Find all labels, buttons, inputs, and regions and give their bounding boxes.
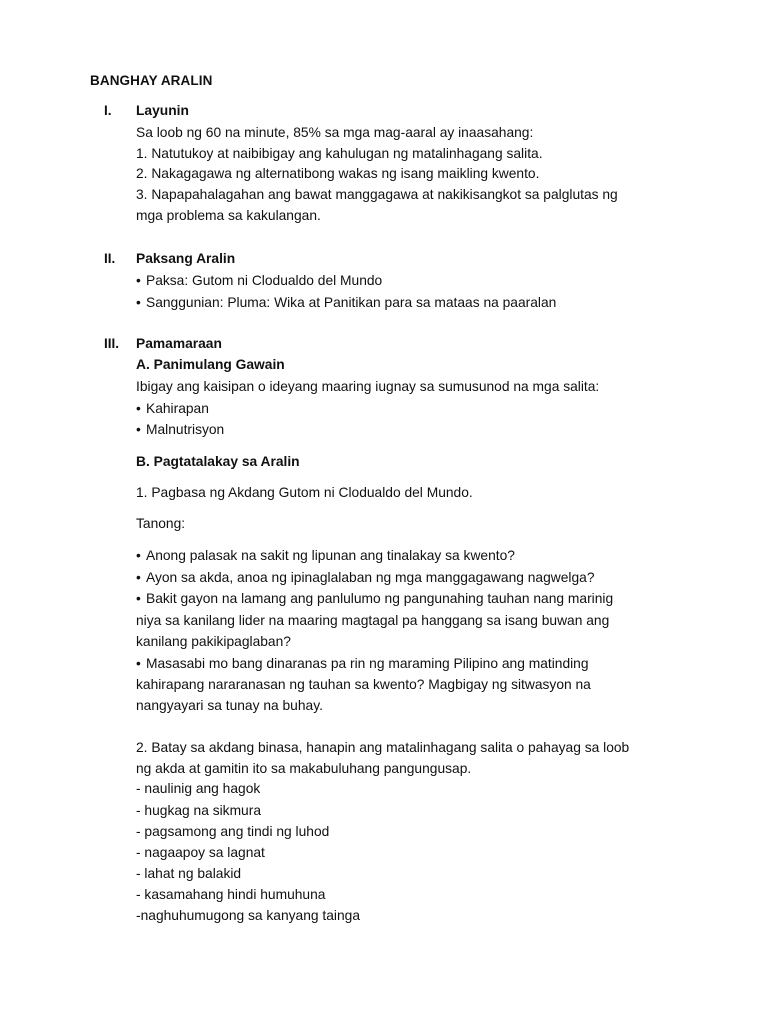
question-line: • Bakit gayon na lamang ang panlulumo ng pangunahing tauhan nang marinig (136, 591, 613, 607)
phrase-item: - lahat ng balakid (136, 866, 242, 881)
layunin-item: 1. Natutukoy at naibibigay ang kahulugan ng matalinhagang salita. (136, 146, 543, 161)
question-line: kahirapang nararanasan ng tauhan sa kwento? Magbigay ng sitwasyon na (136, 677, 591, 692)
pagtatalakay-item: ng akda at gamitin ito sa makabuluhang pangungusap. (136, 761, 472, 776)
question-line: • Ayon sa akda, anoa ng ipinaglalaban ng mga manggagawang nagwelga? (136, 570, 595, 586)
document-title: BANGHAY ARALIN (90, 73, 213, 88)
section-heading-paksang-aralin: Paksang Aralin (136, 251, 236, 266)
panimulang-bullet: • Malnutrisyon (136, 422, 224, 438)
phrase-item: -naghuhumugong sa kanyang tainga (136, 908, 360, 923)
subheading-pagtatalakay: B. Pagtatalakay sa Aralin (136, 454, 300, 469)
panimulang-intro: Ibigay ang kaisipan o ideyang maaring iugnay sa sumusunod na mga salita: (136, 379, 600, 394)
section-number: III. (104, 336, 120, 351)
question-line: kanilang pakikipaglaban? (136, 634, 291, 649)
phrase-item: - pagsamong ang tindi ng luhod (136, 824, 330, 839)
section-heading-pamamaraan: Pamamaraan (136, 336, 222, 351)
tanong-label: Tanong: (136, 516, 186, 531)
pagtatalakay-item: 1. Pagbasa ng Akdang Gutom ni Clodualdo del Mundo. (136, 485, 473, 500)
paksang-bullet: • Sanggunian: Pluma: Wika at Panitikan para sa mataas na paaralan (136, 295, 556, 311)
question-line: • Masasabi mo bang dinaranas pa rin ng maraming Pilipino ang matinding (136, 656, 589, 672)
panimulang-bullet: • Kahirapan (136, 401, 209, 417)
section-number: I. (104, 103, 112, 118)
subheading-panimulang-gawain: A. Panimulang Gawain (136, 357, 285, 372)
pagtatalakay-item: 2. Batay sa akdang binasa, hanapin ang matalinhagang salita o pahayag sa loob (136, 740, 630, 755)
question-line: • Anong palasak na sakit ng lipunan ang tinalakay sa kwento? (136, 548, 515, 564)
section-heading-layunin: Layunin (136, 103, 189, 118)
section-number: II. (104, 251, 116, 266)
phrase-item: - nagaapoy sa lagnat (136, 845, 265, 860)
phrase-item: - naulinig ang hagok (136, 781, 261, 796)
layunin-item: 2. Nakagagawa ng alternatibong wakas ng isang maikling kwento. (136, 166, 540, 181)
paksang-bullet: • Paksa: Gutom ni Clodualdo del Mundo (136, 273, 382, 289)
layunin-item: mga problema sa kakulangan. (136, 208, 321, 223)
layunin-intro: Sa loob ng 60 na minute, 85% sa mga mag-aaral ay inaasahang: (136, 125, 534, 140)
layunin-item: 3. Napapahalagahan ang bawat manggagawa at nakikisangkot sa palglutas ng (136, 187, 618, 202)
phrase-item: - kasamahang hindi humuhuna (136, 887, 326, 902)
question-line: nangyayari sa tunay na buhay. (136, 698, 323, 713)
question-line: niya sa kanilang lider na maaring magtagal pa hanggang sa isang buwan ang (136, 613, 610, 628)
phrase-item: - hugkag na sikmura (136, 803, 262, 818)
